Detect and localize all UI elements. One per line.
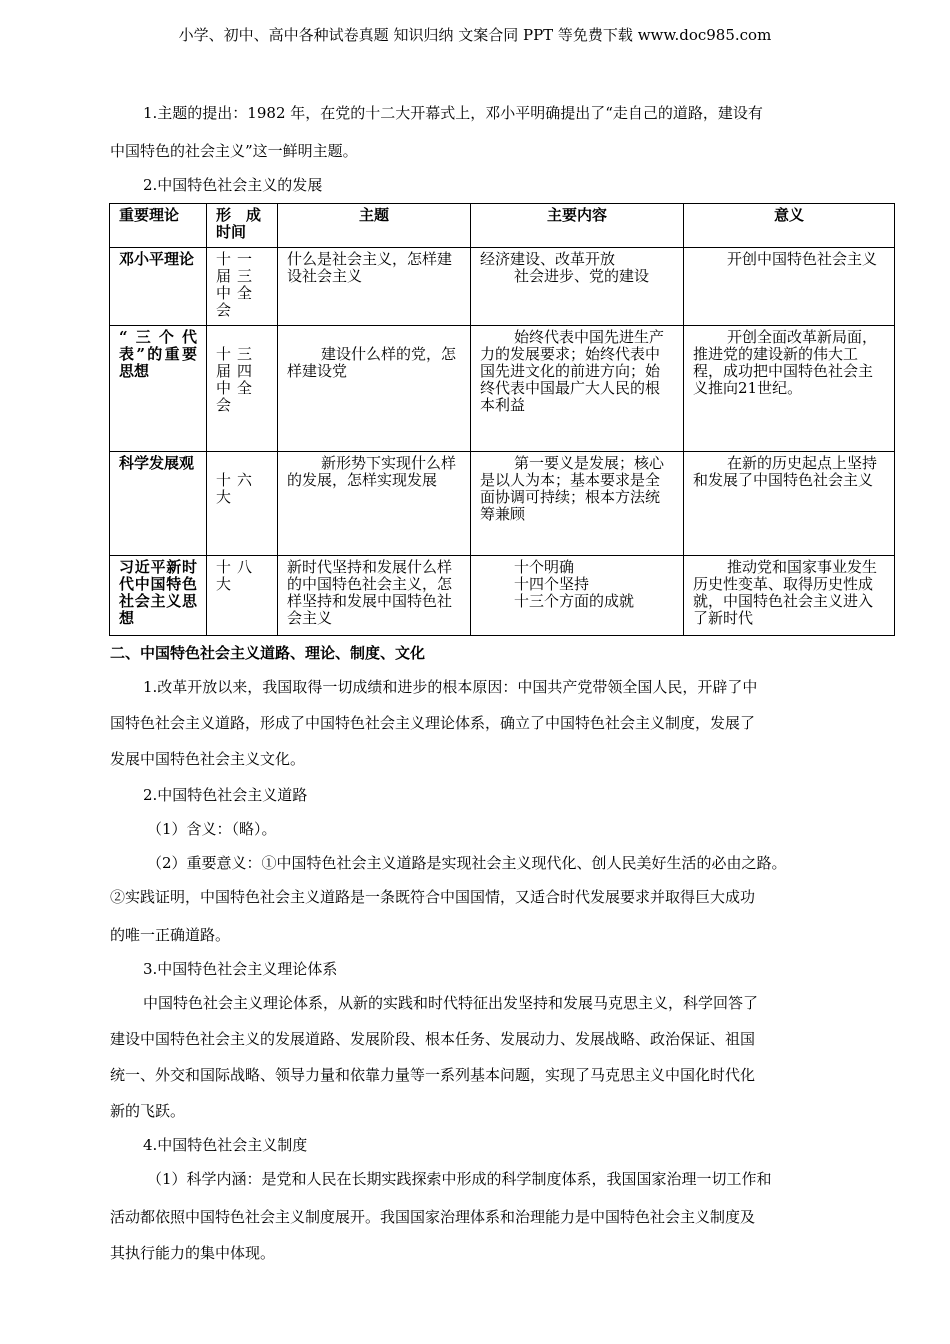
theory-theme: 新形势下实现什么样的发展，怎样实现发展 [278,452,471,556]
subheading: 2.中国特色社会主义道路 [143,786,308,804]
theory-time: 十八大 [207,556,278,636]
theory-name: 习近平新时代中国特色社会主义思想 [110,556,207,636]
table-row [110,556,895,636]
paragraph-line: 中国特色的社会主义”这一鲜明主题。 [110,142,358,160]
content-line: 经济建设、改革开放 [480,250,616,268]
paragraph-line: 1.改革开放以来，我国取得一切成绩和进步的根本原因：中国共产党带领全国人民，开辟了中 [143,678,758,696]
paragraph-line: （1）含义：（略）。 [147,820,277,838]
header-cell: 形 成时间 [207,204,278,248]
table-row [110,326,895,452]
table-header-row [110,204,895,248]
section-heading: 二、中国特色社会主义道路、理论、制度、文化 [110,644,426,662]
paragraph-line: 的唯一正确道路。 [110,926,231,944]
content-line: 十四个坚持 [514,575,590,593]
paragraph-line: （1）科学内涵：是党和人民在长期实践探索中形成的科学制度体系，我国国家治理一切工作和 [147,1170,772,1188]
paragraph-line: 新的飞跃。 [110,1102,186,1120]
paragraph-line: 其执行能力的集中体现。 [110,1244,276,1262]
theory-name: 邓小平理论 [110,248,207,326]
paragraph-line: 1.主题的提出：1982 年，在党的十二大开幕式上，邓小平明确提出了“走自己的道路，建设有 [143,104,763,122]
theory-time: 十三届四中全会 [207,326,278,452]
theory-meaning: 在新的历史起点上坚持和发展了中国特色社会主义 [684,452,895,556]
subheading: 4.中国特色社会主义制度 [143,1136,308,1154]
paragraph-line: （2）重要意义：①中国特色社会主义道路是实现社会主义现代化、创人民美好生活的必由之路。 [147,854,787,872]
theory-time: 十六大 [207,452,278,556]
theory-theme: 什么是社会主义，怎样建设社会主义 [278,248,471,326]
table-row [110,452,895,556]
theory-content: 始终代表中国先进生产力的发展要求；始终代表中国先进文化的前进方向；始终代表中国最广大人民的根本利益 [471,326,684,452]
paragraph-line: 中国特色社会主义理论体系，从新的实践和时代特征出发坚持和发展马克思主义，科学回答了 [143,994,759,1012]
theory-theme: 建设什么样的党，怎样建设党 [278,326,471,452]
theory-name: “三个代表”的重要思想 [110,326,207,452]
paragraph-line: 发展中国特色社会主义文化。 [110,750,306,768]
theory-theme: 新时代坚持和发展什么样的中国特色社会主义，怎样坚持和发展中国特色社会主义 [278,556,471,636]
paragraph-line: 统一、外交和国际战略、领导力量和依靠力量等一系列基本问题，实现了马克思主义中国化时代化 [110,1066,756,1084]
header-cell: 意义 [684,204,895,248]
paragraph-line: 国特色社会主义道路，形成了中国特色社会主义理论体系，确立了中国特色社会主义制度，发展了 [110,714,756,732]
table-row [110,248,895,326]
theory-time: 十一届三中全会 [207,248,278,326]
content-line: 十个明确 [514,558,575,576]
theory-meaning: 开创中国特色社会主义 [684,248,895,326]
theory-meaning: 开创全面改革新局面，推进党的建设新的伟大工程，成功把中国特色社会主义推向21世纪。 [684,326,895,452]
theory-table [109,203,895,636]
theory-content [471,248,684,326]
theory-meaning: 推动党和国家事业发生历史性变革、取得历史性成就，中国特色社会主义进入了新时代 [684,556,895,636]
theory-content [471,556,684,636]
content-line: 社会进步、党的建设 [514,267,650,285]
theory-name: 科学发展观 [110,452,207,556]
subheading: 2.中国特色社会主义的发展 [143,176,323,194]
header-cell: 主题 [278,204,471,248]
paragraph-line: 活动都依照中国特色社会主义制度展开。我国国家治理体系和治理能力是中国特色社会主义制度及 [110,1208,756,1226]
paragraph-line: ②实践证明，中国特色社会主义道路是一条既符合中国国情，又适合时代发展要求并取得巨大成功 [110,888,756,906]
page-header: 小学、初中、高中各种试卷真题 知识归纳 文案合同 PPT 等免费下载 www.doc985.com [178,26,772,44]
paragraph-line: 建设中国特色社会主义的发展道路、发展阶段、根本任务、发展动力、发展战略、政治保证、祖国 [110,1030,756,1048]
header-cell: 主要内容 [471,204,684,248]
subheading: 3.中国特色社会主义理论体系 [143,960,338,978]
theory-content: 第一要义是发展；核心是以人为本；基本要求是全面协调可持续；根本方法统筹兼顾 [471,452,684,556]
content-line: 十三个方面的成就 [514,592,635,610]
header-cell: 重要理论 [110,204,207,248]
